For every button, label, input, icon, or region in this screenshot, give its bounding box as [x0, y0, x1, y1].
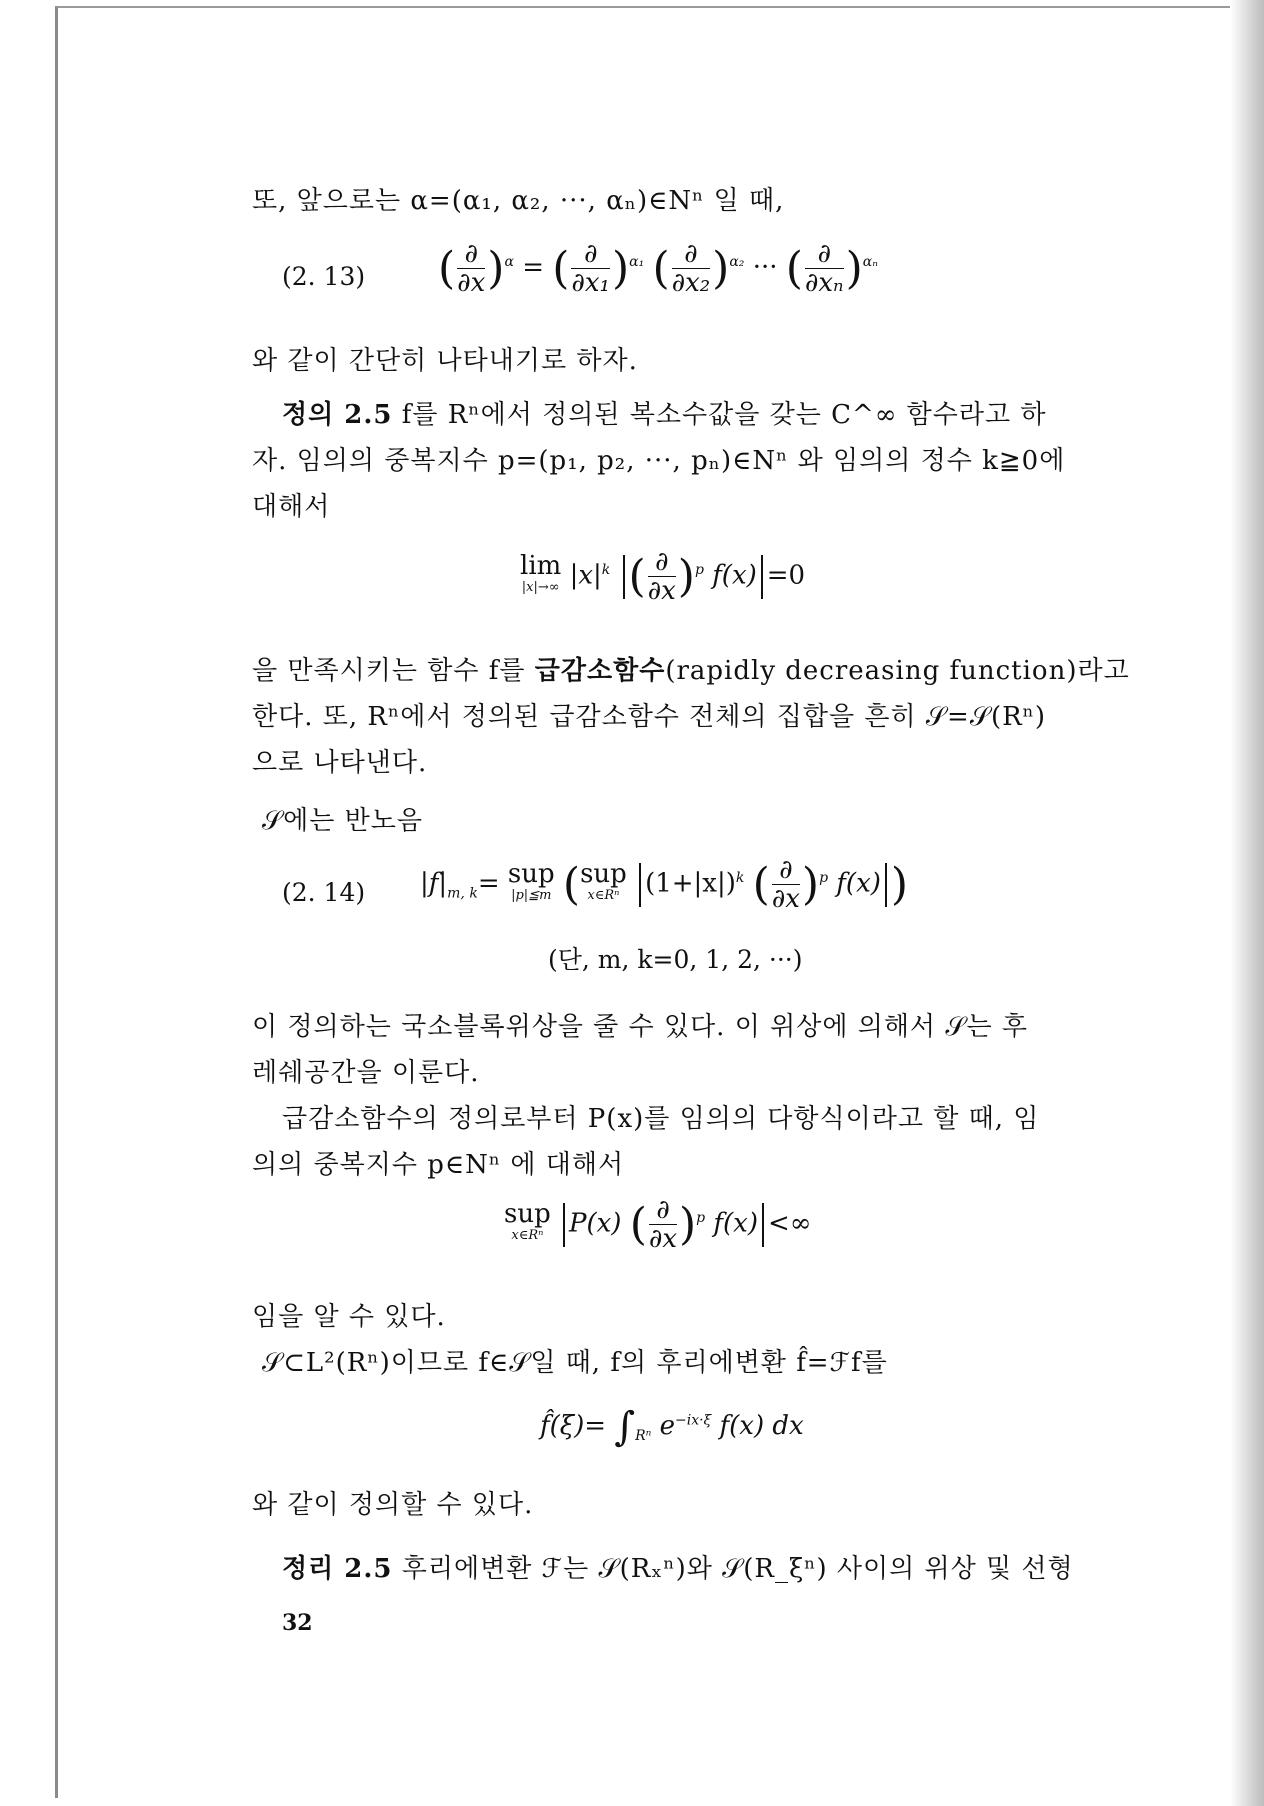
- equation-number: (2. 14): [282, 878, 366, 907]
- text-line: 레쉐공간을 이룬다.: [252, 1058, 480, 1088]
- text-line: 와 같이 정의할 수 있다.: [252, 1490, 534, 1520]
- text-line: 급감소함수의 정의로부터 P(x)를 임의의 다항식이라고 할 때, 임: [282, 1104, 1040, 1134]
- text-line: 와 같이 간단히 나타내기로 하자.: [252, 346, 638, 376]
- text-line: 또, 앞으로는 α=(α₁, α₂, ···, αₙ)∈Nⁿ 일 때,: [252, 186, 785, 216]
- equation-limit: lim |x|→∞ $|x|^k$ ( $\frac{\partial}{\partial x}$ )$^p$ f(x) =0: [520, 547, 806, 606]
- equation-number: (2. 13): [282, 262, 366, 291]
- text-line: 𝒮⊂L²(Rⁿ)이므로 f∈𝒮일 때, f의 후리에변환 f̂=ℱf를: [262, 1348, 888, 1378]
- theorem-label: 정리 2.5: [282, 1554, 393, 1584]
- page-edge-shadow: [1230, 0, 1264, 1806]
- text-line: 을 만족시키는 함수 f를 급감소함수(rapidly decreasing function)라고: [252, 656, 1130, 686]
- theorem-line: 정리 2.5 후리에변환 ℱ는 𝒮(Rₓⁿ)와 𝒮(R_ξⁿ) 사이의 위상 및 선형: [282, 1554, 1074, 1584]
- page-number: 32: [282, 1610, 313, 1636]
- equation-2-14: $|f|_{m, k}=$ sup |p|≦m ( sup x∈Rⁿ $(1+|x|)^k$ ( $\frac{\partial}{\partial x}$ )$^p$ f(x) ): [420, 855, 909, 914]
- equation-sup: sup x∈Rⁿ P(x) ( $\frac{\partial}{\partial x}$ )$^p$ f(x) <∞: [504, 1195, 812, 1254]
- text-line: 의의 중복지수 p∈Nⁿ 에 대해서: [252, 1150, 625, 1180]
- text-line: 대해서: [252, 492, 331, 522]
- text-line: 임을 알 수 있다.: [252, 1302, 446, 1332]
- text-line: 한다. 또, Rⁿ에서 정의된 급감소함수 전체의 집합을 흔히 𝒮=𝒮(Rⁿ): [252, 702, 1047, 732]
- text-line: 으로 나타낸다.: [252, 748, 428, 778]
- text-line: 𝒮에는 반노음: [262, 806, 423, 836]
- text-line: 자. 임의의 중복지수 p=(p₁, p₂, ···, pₙ)∈Nⁿ 와 임의의 정수 k≧0에: [252, 446, 1066, 476]
- equation-note: (단, m, k=0, 1, 2, ···): [548, 945, 803, 974]
- equation-fourier: f̂(ξ)= $\int_{R^n}$ $e^{-ix\cdot\xi}$ f(x) dx: [540, 1404, 804, 1450]
- equation-2-13: ( $\frac{\partial}{\partial x}$ )$^\alpha$ = ( $\frac{\partial}{\text{∂x₁}}$ )$^{\alpha_1}$ ( $\frac{\partial}{\text{∂x₂}}$ )$^{\alpha_2}$ ··· ( $\frac{\partial}{\text{∂xₙ}}$ )$^{\alpha_n}$: [438, 239, 878, 298]
- definition-label: 정의 2.5: [282, 400, 393, 430]
- definition-line: 정의 2.5 f를 Rⁿ에서 정의된 복소수값을 갖는 C^∞ 함수라고 하: [282, 400, 1047, 430]
- text-line: 이 정의하는 국소블록위상을 줄 수 있다. 이 위상에 의해서 𝒮는 후: [252, 1012, 1028, 1042]
